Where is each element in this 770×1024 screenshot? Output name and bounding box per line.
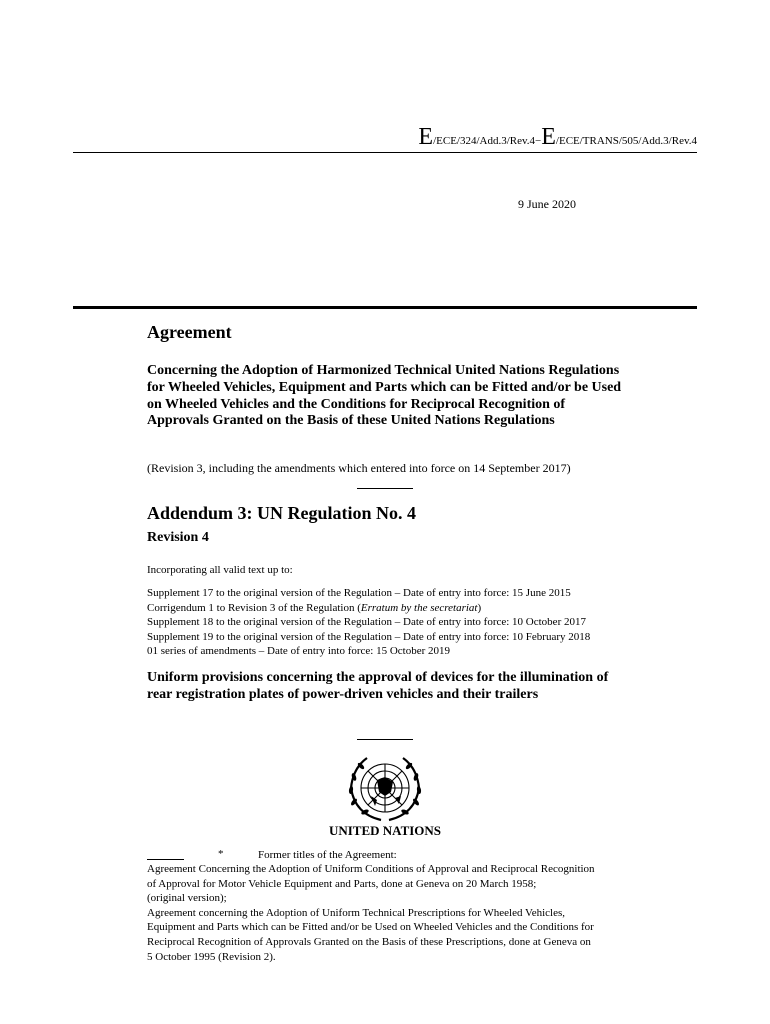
separator-rule <box>357 739 413 740</box>
separator-rule <box>357 488 413 489</box>
footnote-star: * <box>218 848 224 860</box>
supplement-item: 01 series of amendments – Date of entry into force: 15 October 2019 <box>147 645 451 658</box>
header-rule <box>73 152 697 153</box>
symbol-letter-1: E <box>418 124 434 150</box>
organization-name: UNITED NATIONS <box>328 823 442 838</box>
title-rule <box>73 306 697 309</box>
footnote-line: 5 October 1995 (Revision 2). <box>147 950 276 963</box>
supplement-list <box>147 586 590 659</box>
un-emblem-icon <box>341 752 429 824</box>
agreement-title: Agreement <box>147 322 232 342</box>
supplement-item: Supplement 19 to the original version of the Regulation – Date of entry into force: 10 February 2018 <box>147 630 591 643</box>
footnote-title: Former titles of the Agreement: <box>258 849 397 861</box>
revision-note: (Revision 3, including the amendments which entered into force on 14 September 2017) <box>147 461 571 475</box>
agreement-subtitle <box>147 363 627 430</box>
symbol-letter-2: E <box>541 124 556 150</box>
supplement-item: Supplement 17 to the original version of the Regulation – Date of entry into force: 15 June 2015 <box>147 587 571 599</box>
incorporating-text: Incorporating all valid text up to: <box>147 564 293 576</box>
symbol-text-2: /ECE/TRANS/505/Add.3/Rev.4 <box>555 135 697 147</box>
corrigendum-italic: Erratum by the secretariat <box>360 601 478 614</box>
footnote-line: (original version); <box>147 892 227 905</box>
corrigendum-item <box>147 601 590 616</box>
addendum-title: Addendum 3: UN Regulation No. 4 <box>147 503 417 523</box>
regulation-title: Uniform provisions concerning the approval of devices for the illumination of rear registration plates of power-driven vehicles and their trailers <box>147 670 609 702</box>
agreement-subtitle-text: Concerning the Adoption of Harmonized Technical United Nations Regulations for Wheeled Vehicles, Equipment and Parts which can be Fitted and/or be Used on Wheeled Vehicles and the Conditions for Reciprocal Recognition of Approvals Granted on the Basis of these United Nations Regulations <box>147 363 622 429</box>
corrigendum-suffix: ) <box>477 601 482 614</box>
footnote-line: of Approval for Motor Vehicle Equipment and Parts, done at Geneva on 20 March 1958; <box>147 877 537 890</box>
footnote-line: Agreement concerning the Adoption of Uniform Technical Prescriptions for Wheeled Vehicles, <box>147 906 566 919</box>
footnote-body <box>147 862 637 964</box>
document-date: 9 June 2020 <box>518 197 576 211</box>
supplement-item: Supplement 18 to the original version of the Regulation – Date of entry into force: 10 October 2017 <box>147 616 586 629</box>
footnote-line: Equipment and Parts which can be Fitted and/or be Used on Wheeled Vehicles and the Conditions for <box>147 921 594 934</box>
revision-label: Revision 4 <box>147 530 209 545</box>
footnote-rule <box>147 859 184 860</box>
corrigendum-prefix: Corrigendum 1 to Revision 3 of the Regulation ( <box>147 601 361 614</box>
footnote-line: Agreement Concerning the Adoption of Uniform Conditions of Approval and Reciprocal Recognition <box>147 863 595 875</box>
symbol-text-1: /ECE/324/Add.3/Rev.4− <box>433 135 542 147</box>
footnote-line: Reciprocal Recognition of Approvals Granted on the Basis of these Prescriptions, done at Geneva on <box>147 935 591 948</box>
document-symbol <box>200 122 697 156</box>
